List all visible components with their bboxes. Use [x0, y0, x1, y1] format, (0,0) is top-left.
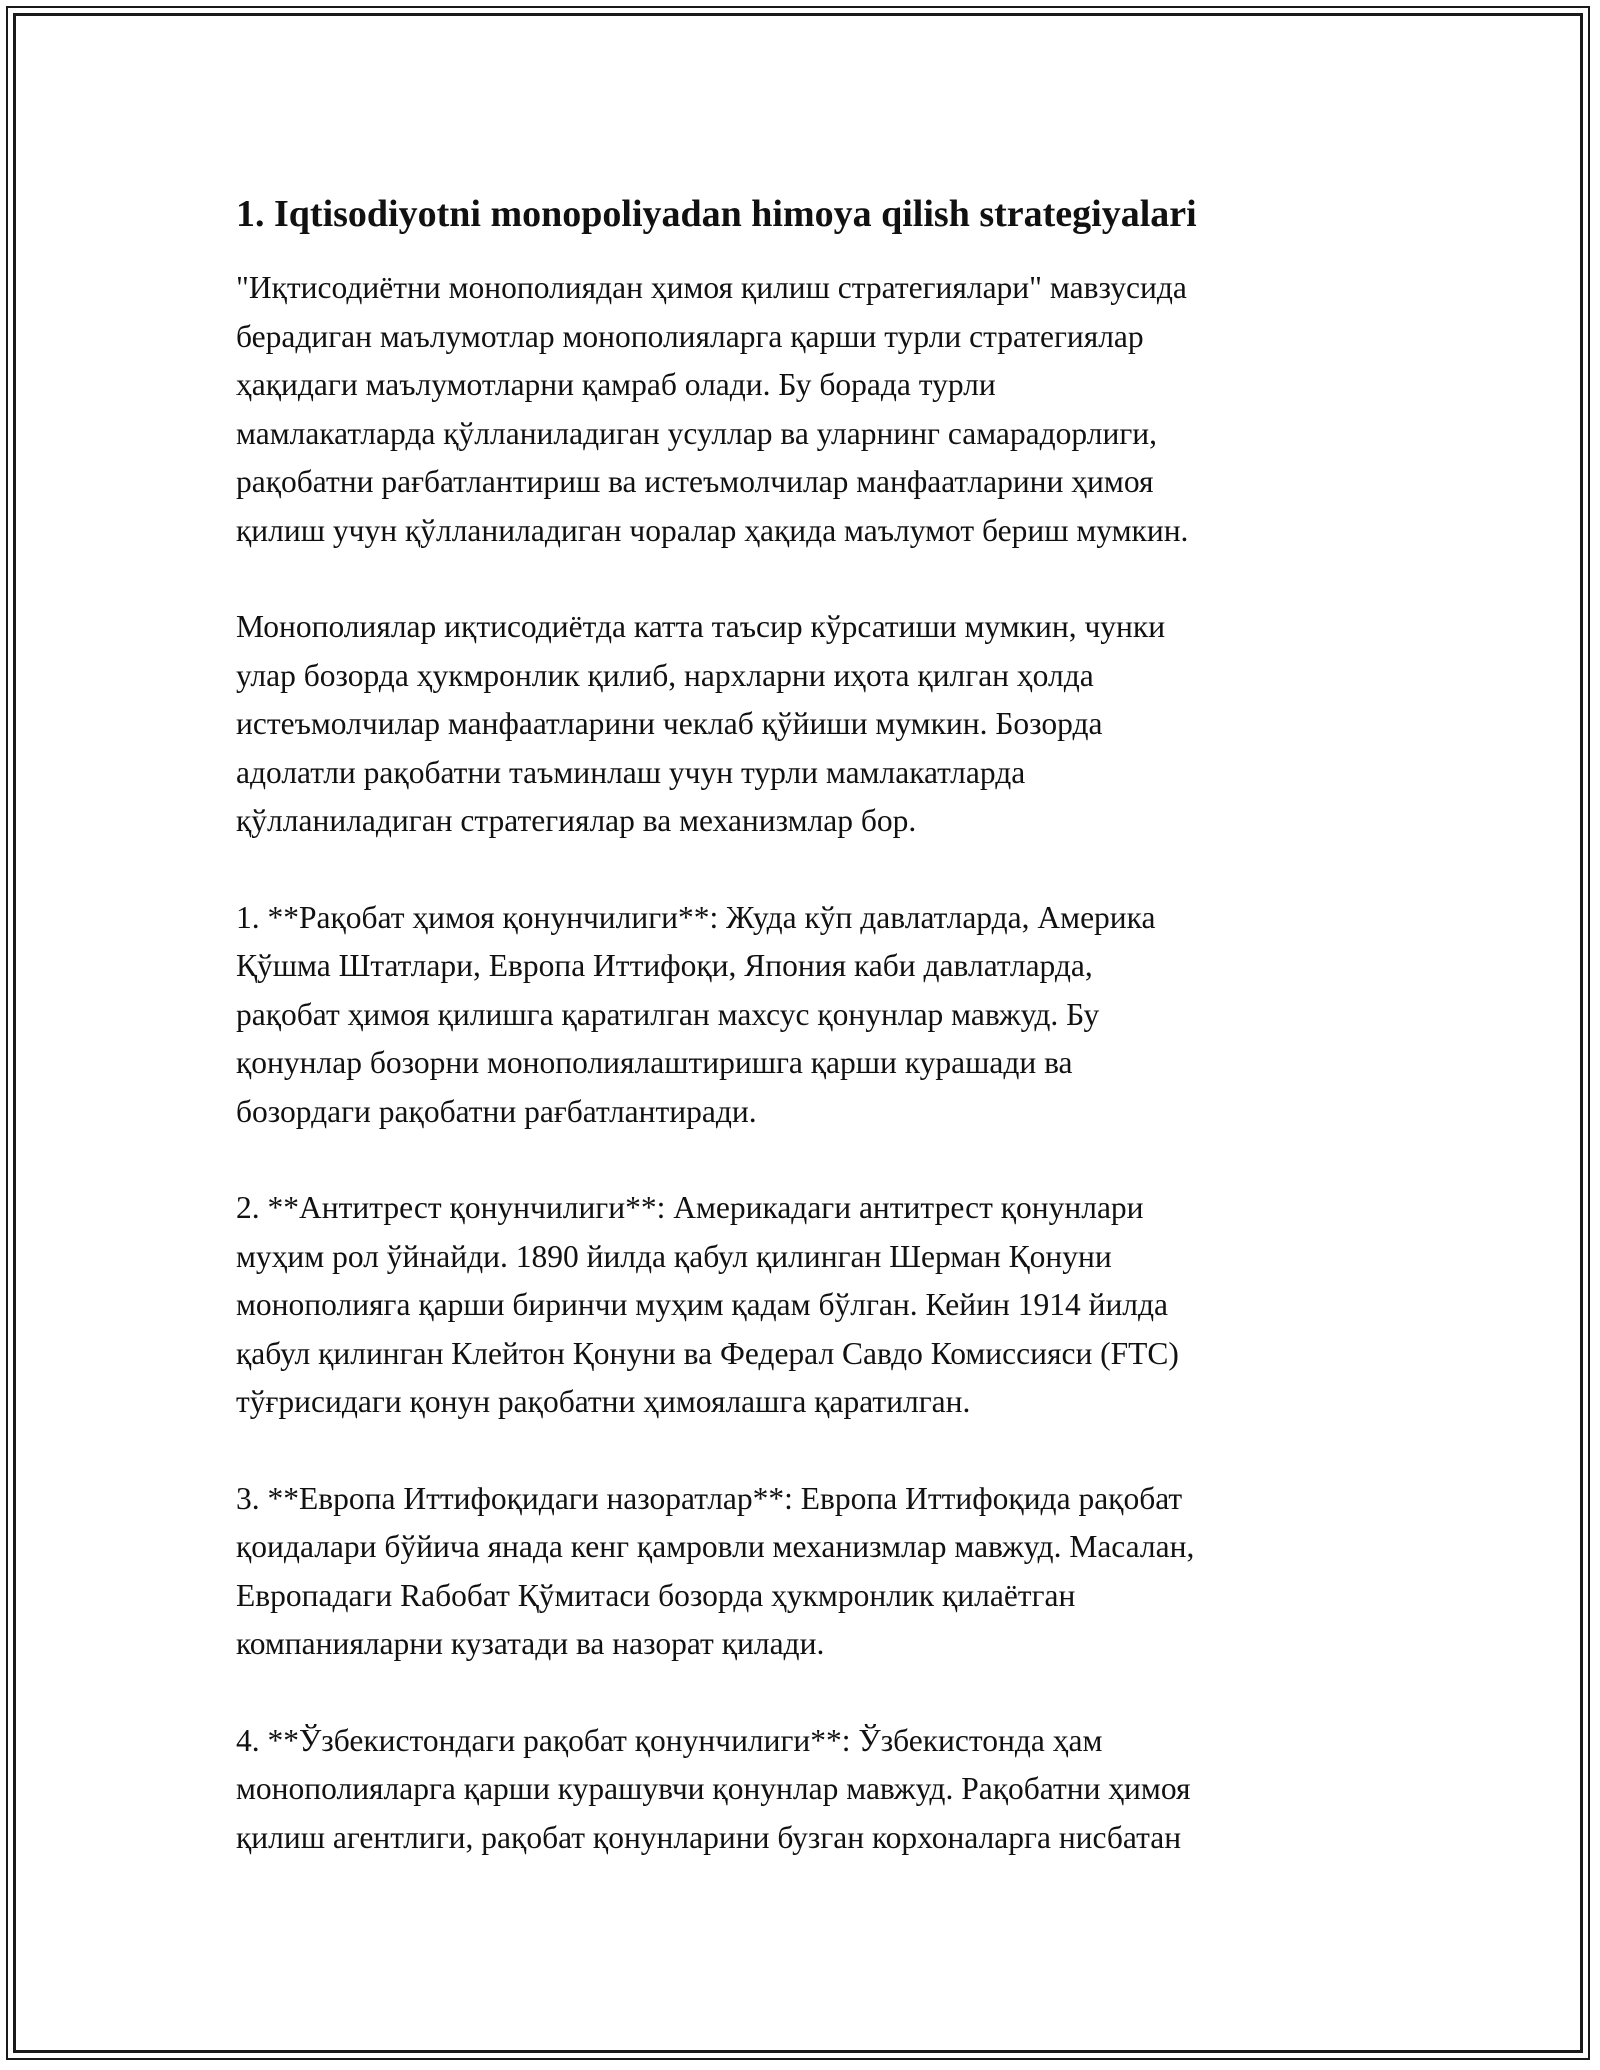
list-item-antitrust-law: 2. **Антитрест қонунчилиги**: Америкадаги антитрест қонунлари муҳим рол ўйнайди. 1890 йилда қабул қилинган Шерман Қонуни монополияга қарши биринчи муҳим қадам бўлган. Кейин 1914 йилда қабул қилинган Клейтон Қонуни ва Федерал Савдо Комиссияси (FTC) тўғрисидаги қонун рақобатни ҳимоялашга қаратилган.	[236, 1190, 1179, 1419]
list-item-competition-law: 1. **Рақобат ҳимоя қонунчилиги**: Жуда кўп давлатларда, Америка Қўшма Штатлари, Европа Иттифоқи, Япония каби давлатларда, рақобат ҳимоя қилишга қаратилган махсус қонунлар мавжуд. Бу қонунлар бозорни монополиялаштиришга қарши курашади ва бозордаги рақобатни рағбатлантиради.	[236, 899, 1156, 1129]
list-item-uzbekistan-law: 4. **Ўзбекистондаги рақобат қонунчилиги**: Ўзбекистонда ҳам монополияларга қарши курашувчи қонунлар мавжуд. Рақобатни ҳимоя қилиш агентлиги, рақобат қонунларини бузган корхоналарга нисбатан	[236, 1722, 1191, 1855]
intro-paragraph: "Иқтисодиётни монополиядан ҳимоя қилиш стратегиялари" мавзусида берадиган маълумотлар монополияларга қарши турли стратегиялар ҳақидаги маълумотларни қамраб олади. Бу борада турли мамлакатларда қўлланиладиган усуллар ва уларнинг самарадорлиги, рақобатни рағбатлантириш ва истеъмолчилар манфаатларини ҳимоя қилиш учун қўлланиладиган чоралар ҳақида маълумот бериш мумкин.	[236, 270, 1189, 548]
document-body	[236, 186, 1376, 1910]
document-title: 1. Iqtisodiyotni monopoliyadan himoya qilish strategiyalari	[236, 193, 1197, 235]
monopoly-impact-paragraph: Монополиялар иқтисодиётда катта таъсир кўрсатиши мумкин, чунки улар бозорда ҳукмронлик қилиб, нархларни иҳота қилган ҳолда истеъмолчилар манфаатларини чеклаб қўйиши мумкин. Бозорда адолатли рақобатни таъминлаш учун турли мамлакатларда қўлланиладиган стратегиялар ва механизмлар бор.	[236, 609, 1166, 838]
list-item-eu-controls: 3. **Европа Иттифоқидаги назоратлар**: Европа Иттифоқида рақобат қоидалари бўйича янада кенг қамровли механизмлар мавжуд. Масалан, Европадаги Rабобат Қўмитаси бозорда ҳукмронлик қилаётган компанияларни кузатади ва назорат қилади.	[236, 1480, 1195, 1661]
